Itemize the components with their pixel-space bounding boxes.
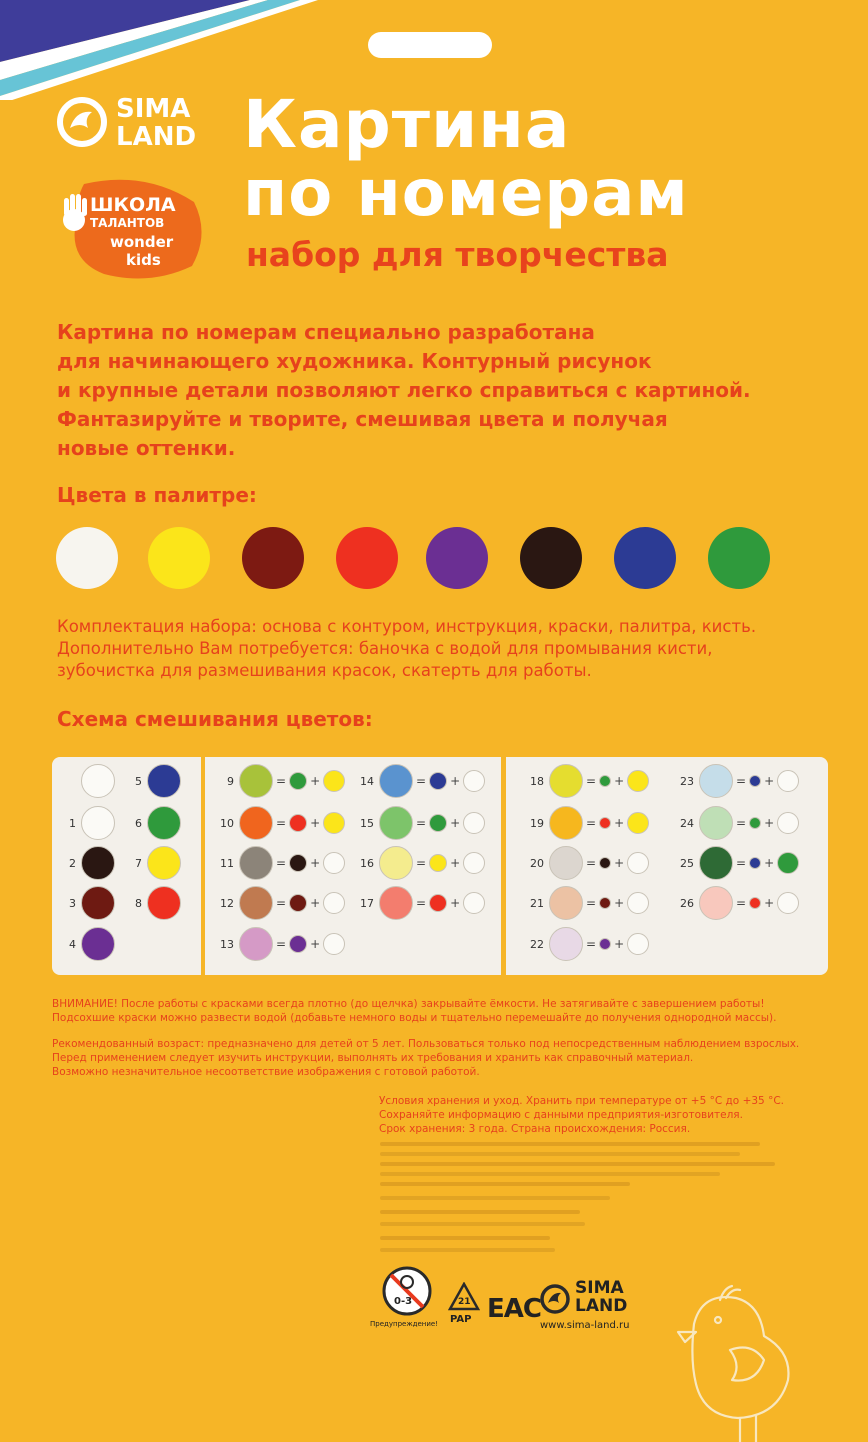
mix-number: 20 bbox=[530, 856, 544, 870]
mix-result-dot bbox=[699, 806, 733, 840]
mix-component-dot bbox=[627, 770, 649, 792]
mix-component-dot bbox=[777, 812, 799, 834]
plus-sign: + bbox=[764, 774, 775, 788]
plus-sign: + bbox=[310, 856, 321, 870]
equals-sign: = bbox=[586, 816, 597, 830]
palette-swatch bbox=[336, 527, 398, 589]
mix-number: 17 bbox=[360, 896, 374, 910]
mix-row bbox=[676, 764, 799, 798]
mix-result-dot bbox=[239, 764, 273, 798]
plus-sign: + bbox=[450, 774, 461, 788]
warning-line: Подсохшие краски можно развести водой (добавьте немного воды и тщательно перемешайте до получения однородной массы). bbox=[52, 1012, 777, 1024]
mix-row bbox=[216, 846, 345, 880]
base-color-dot bbox=[147, 806, 181, 840]
mix-component-dot bbox=[627, 852, 649, 874]
title-line2: по номерам bbox=[243, 157, 689, 231]
color-number: 4 bbox=[69, 937, 76, 951]
mix-component-dot bbox=[599, 817, 611, 829]
base-color-dot bbox=[147, 886, 181, 920]
mix-number: 25 bbox=[680, 856, 694, 870]
mix-component-dot bbox=[627, 933, 649, 955]
plus-sign: + bbox=[614, 774, 625, 788]
equals-sign: = bbox=[416, 896, 427, 910]
mix-component-dot bbox=[429, 814, 447, 832]
mix-number: 18 bbox=[530, 774, 544, 788]
mix-number: 22 bbox=[530, 937, 544, 951]
mix-component-dot bbox=[599, 857, 611, 869]
mix-component-dot bbox=[289, 894, 307, 912]
equals-sign: = bbox=[276, 896, 287, 910]
mix-number: 9 bbox=[227, 774, 234, 788]
site-url: www.sima-land.ru bbox=[540, 1320, 630, 1331]
mix-component-dot bbox=[749, 857, 761, 869]
mix-result-dot bbox=[239, 806, 273, 840]
mix-component-dot bbox=[749, 775, 761, 787]
mix-component-dot bbox=[627, 812, 649, 834]
equals-sign: = bbox=[276, 774, 287, 788]
mix-result-dot bbox=[549, 806, 583, 840]
plus-sign: + bbox=[764, 856, 775, 870]
mix-row bbox=[676, 846, 799, 880]
palette-swatch bbox=[242, 527, 304, 589]
subtitle: набор для творчества bbox=[246, 235, 669, 274]
sima-land-logo-icon bbox=[54, 94, 110, 150]
sima-logo-line1: SIMA bbox=[116, 94, 191, 124]
plus-sign: + bbox=[450, 896, 461, 910]
plus-sign: + bbox=[310, 937, 321, 951]
mix-row bbox=[356, 806, 485, 840]
equals-sign: = bbox=[416, 816, 427, 830]
mix-component-dot bbox=[599, 897, 611, 909]
mix-component-dot bbox=[289, 772, 307, 790]
base-color-row bbox=[62, 806, 115, 840]
mixing-heading: Схема смешивания цветов: bbox=[57, 707, 373, 731]
mix-component-dot bbox=[777, 892, 799, 914]
base-color-dot bbox=[81, 886, 115, 920]
mix-result-dot bbox=[379, 886, 413, 920]
base-color-dot bbox=[81, 927, 115, 961]
mix-component-dot bbox=[749, 897, 761, 909]
description-line: Фантазируйте и творите, смешивая цвета и получая bbox=[57, 407, 668, 431]
mix-number: 12 bbox=[220, 896, 234, 910]
mix-component-dot bbox=[289, 854, 307, 872]
equals-sign: = bbox=[586, 856, 597, 870]
mix-component-dot bbox=[323, 892, 345, 914]
mix-row bbox=[526, 806, 649, 840]
mix-number: 10 bbox=[220, 816, 234, 830]
plus-sign: + bbox=[614, 856, 625, 870]
description-line: Картина по номерам специально разработана bbox=[57, 320, 595, 344]
recycle-label: PAP bbox=[450, 1314, 472, 1325]
storage-line: Сохраняйте информацию с данными предприятия-изготовителя. bbox=[379, 1109, 743, 1121]
mix-number: 14 bbox=[360, 774, 374, 788]
description-line: и крупные детали позволяют легко справиться с картиной. bbox=[57, 378, 751, 402]
equals-sign: = bbox=[416, 774, 427, 788]
base-color-row bbox=[62, 886, 115, 920]
mix-row bbox=[356, 886, 485, 920]
mix-component-dot bbox=[777, 770, 799, 792]
equals-sign: = bbox=[736, 774, 747, 788]
plus-sign: + bbox=[614, 896, 625, 910]
color-number: 3 bbox=[69, 896, 76, 910]
mix-component-dot bbox=[323, 933, 345, 955]
palette-swatch bbox=[708, 527, 770, 589]
color-number: 2 bbox=[69, 856, 76, 870]
equals-sign: = bbox=[586, 937, 597, 951]
kit-line: зубочистка для размешивания красок, скатерть для работы. bbox=[57, 661, 592, 680]
storage-line: Условия хранения и уход. Хранить при температуре от +5 °С до +35 °С. bbox=[379, 1095, 784, 1107]
sima-footer-line1: SIMA bbox=[575, 1278, 624, 1298]
mix-component-dot bbox=[429, 854, 447, 872]
age-note-line: Рекомендованный возраст: предназначено для детей от 5 лет. Пользоваться только под непосредственным наблюдением взрослых. bbox=[52, 1038, 800, 1050]
mix-result-dot bbox=[549, 927, 583, 961]
equals-sign: = bbox=[276, 937, 287, 951]
mix-component-dot bbox=[463, 770, 485, 792]
base-color-dot bbox=[147, 846, 181, 880]
palette-swatch bbox=[56, 527, 118, 589]
base-color-row bbox=[62, 846, 115, 880]
mix-result-dot bbox=[549, 764, 583, 798]
hang-hole bbox=[368, 32, 492, 58]
palette-swatch bbox=[426, 527, 488, 589]
plus-sign: + bbox=[764, 896, 775, 910]
kit-contents bbox=[57, 616, 857, 682]
age-icon-text: 0-3 bbox=[394, 1296, 413, 1307]
kit-line: Дополнительно Вам потребуется: баночка с водой для промывания кисти, bbox=[57, 639, 713, 658]
color-number: 7 bbox=[135, 856, 142, 870]
color-number: 8 bbox=[135, 896, 142, 910]
mix-component-dot bbox=[777, 852, 799, 874]
mix-row bbox=[526, 764, 649, 798]
mix-row bbox=[526, 886, 649, 920]
base-color-row bbox=[128, 806, 181, 840]
mix-result-dot bbox=[379, 846, 413, 880]
age-note bbox=[52, 1037, 799, 1079]
base-color-dot bbox=[81, 806, 115, 840]
mix-number: 21 bbox=[530, 896, 544, 910]
color-number: 1 bbox=[69, 816, 76, 830]
mix-row bbox=[216, 927, 345, 961]
sima-footer-line2: LAND bbox=[575, 1296, 628, 1316]
mix-row bbox=[216, 806, 345, 840]
mix-component-dot bbox=[323, 770, 345, 792]
warning-line: ВНИМАНИЕ! После работы с красками всегда плотно (до щелчка) закрывайте ёмкости. Не затягивайте с завершением работы! bbox=[52, 998, 765, 1010]
school-logo-line4: kids bbox=[126, 251, 161, 269]
mix-component-dot bbox=[289, 814, 307, 832]
plus-sign: + bbox=[450, 856, 461, 870]
mix-row bbox=[216, 764, 345, 798]
mix-result-dot bbox=[379, 806, 413, 840]
equals-sign: = bbox=[586, 896, 597, 910]
mix-component-dot bbox=[599, 938, 611, 950]
school-logo-line1: ШКОЛА bbox=[90, 194, 176, 216]
mix-result-dot bbox=[239, 846, 273, 880]
recycle-number: 21 bbox=[458, 1297, 471, 1307]
mix-component-dot bbox=[463, 892, 485, 914]
mix-row bbox=[526, 846, 649, 880]
sima-logo-line2: LAND bbox=[116, 122, 197, 152]
mix-result-dot bbox=[699, 846, 733, 880]
mix-component-dot bbox=[289, 935, 307, 953]
plus-sign: + bbox=[764, 816, 775, 830]
bird-illustration bbox=[660, 1280, 810, 1442]
school-logo-line2: ТАЛАНТОВ bbox=[90, 216, 165, 230]
equals-sign: = bbox=[736, 816, 747, 830]
color-number: 5 bbox=[135, 774, 142, 788]
base-color-row bbox=[62, 764, 115, 798]
plus-sign: + bbox=[614, 816, 625, 830]
base-color-row bbox=[128, 846, 181, 880]
mix-result-dot bbox=[239, 886, 273, 920]
base-color-dot bbox=[81, 764, 115, 798]
equals-sign: = bbox=[276, 816, 287, 830]
mix-result-dot bbox=[239, 927, 273, 961]
mix-number: 24 bbox=[680, 816, 694, 830]
equals-sign: = bbox=[736, 896, 747, 910]
mix-row bbox=[526, 927, 649, 961]
mix-component-dot bbox=[429, 772, 447, 790]
description-line: для начинающего художника. Контурный рисунок bbox=[57, 349, 652, 373]
description bbox=[57, 318, 847, 463]
mix-component-dot bbox=[599, 775, 611, 787]
mix-component-dot bbox=[323, 852, 345, 874]
equals-sign: = bbox=[416, 856, 427, 870]
mix-number: 11 bbox=[220, 856, 234, 870]
kit-line: Комплектация набора: основа с контуром, инструкция, краски, палитра, кисть. bbox=[57, 617, 757, 636]
storage-line: Срок хранения: 3 года. Страна происхождения: Россия. bbox=[379, 1123, 691, 1135]
mix-row bbox=[216, 886, 345, 920]
base-color-row bbox=[62, 927, 115, 961]
mix-component-dot bbox=[627, 892, 649, 914]
description-line: новые оттенки. bbox=[57, 436, 236, 460]
mix-component-dot bbox=[463, 812, 485, 834]
mix-result-dot bbox=[699, 886, 733, 920]
mix-number: 19 bbox=[530, 816, 544, 830]
plus-sign: + bbox=[614, 937, 625, 951]
palette-swatch bbox=[614, 527, 676, 589]
mix-component-dot bbox=[429, 894, 447, 912]
mix-number: 16 bbox=[360, 856, 374, 870]
mix-row bbox=[356, 846, 485, 880]
storage-conditions bbox=[379, 1094, 784, 1136]
mix-number: 26 bbox=[680, 896, 694, 910]
mix-row bbox=[676, 806, 799, 840]
warning-label: Предупреждение! bbox=[370, 1320, 439, 1328]
equals-sign: = bbox=[276, 856, 287, 870]
title-line1: Картина bbox=[243, 86, 571, 163]
mix-result-dot bbox=[379, 764, 413, 798]
mix-result-dot bbox=[549, 846, 583, 880]
plus-sign: + bbox=[450, 816, 461, 830]
mix-component-dot bbox=[749, 817, 761, 829]
plus-sign: + bbox=[310, 816, 321, 830]
base-color-row bbox=[128, 886, 181, 920]
age-restriction-icon bbox=[378, 1264, 436, 1318]
mix-number: 13 bbox=[220, 937, 234, 951]
base-color-dot bbox=[147, 764, 181, 798]
color-number: 6 bbox=[135, 816, 142, 830]
eac-mark: ЕАС bbox=[487, 1294, 541, 1324]
base-color-row bbox=[128, 764, 181, 798]
mix-result-dot bbox=[699, 764, 733, 798]
mix-result-dot bbox=[549, 886, 583, 920]
palette-swatch bbox=[520, 527, 582, 589]
sima-footer-logo-icon bbox=[538, 1282, 572, 1316]
mix-number: 23 bbox=[680, 774, 694, 788]
mix-component-dot bbox=[463, 852, 485, 874]
plus-sign: + bbox=[310, 774, 321, 788]
mix-number: 15 bbox=[360, 816, 374, 830]
school-logo-line3: wonder bbox=[110, 233, 174, 251]
warning-text bbox=[52, 997, 776, 1025]
base-color-dot bbox=[81, 846, 115, 880]
age-note-line: Возможно незначительное несоответствие изображения с готовой работой. bbox=[52, 1066, 480, 1078]
palette-heading: Цвета в палитре: bbox=[57, 483, 257, 507]
mix-component-dot bbox=[323, 812, 345, 834]
mix-row bbox=[676, 886, 799, 920]
plus-sign: + bbox=[310, 896, 321, 910]
palette-swatch bbox=[148, 527, 210, 589]
equals-sign: = bbox=[586, 774, 597, 788]
age-note-line: Перед применением следует изучить инструкции, выполнять их требования и хранить как справочный материал. bbox=[52, 1052, 694, 1064]
mix-row bbox=[356, 764, 485, 798]
equals-sign: = bbox=[736, 856, 747, 870]
